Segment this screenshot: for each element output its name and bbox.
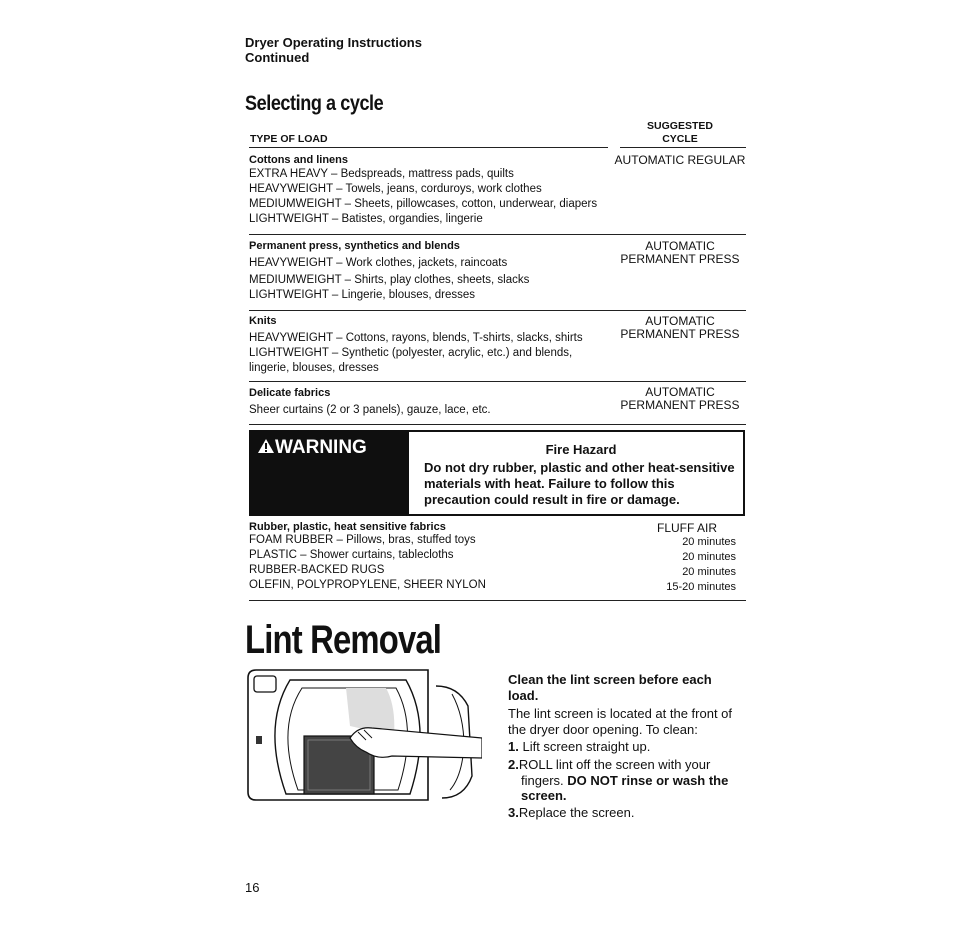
- column-header-cycle: CYCLE: [662, 133, 698, 145]
- group-divider: [249, 310, 746, 311]
- load-line: EXTRA HEAVY – Bedspreads, mattress pads, quilts: [249, 168, 514, 180]
- header-subtitle: Continued: [245, 50, 310, 65]
- lint-step-2: [508, 757, 736, 804]
- load-category: Knits: [249, 315, 277, 327]
- step-text: ROLL lint off the screen with your fingers.: [518, 757, 711, 788]
- rubber-item: RUBBER-BACKED RUGS: [249, 564, 385, 576]
- lint-step-3: [508, 805, 738, 821]
- step-text: Replace the screen.: [518, 805, 635, 820]
- step-text: Lift screen straight up.: [522, 739, 651, 754]
- suggested-cycle-delicate: [612, 386, 748, 412]
- group-divider: [249, 381, 746, 382]
- cycle-text: AUTOMATIC: [645, 239, 715, 253]
- load-line: Sheer curtains (2 or 3 panels), gauze, lace, etc.: [249, 404, 491, 416]
- step-warning-text: DO NOT rinse or wash the screen.: [521, 772, 729, 803]
- cycle-text: AUTOMATIC REGULAR: [614, 153, 746, 167]
- cycle-time: 20 minutes: [682, 566, 736, 578]
- cycle-time: 20 minutes: [682, 536, 736, 548]
- group-divider: [249, 424, 746, 425]
- page-number: 16: [245, 880, 260, 895]
- warning-label: [257, 437, 367, 459]
- load-group-permanent-press: [249, 240, 529, 303]
- load-line: HEAVYWEIGHT – Cottons, rayons, blends, T-shirts, slacks, shirts: [249, 332, 583, 344]
- section-title-selecting-cycle: Selecting a cycle: [245, 92, 384, 115]
- rubber-item: FOAM RUBBER – Pillows, bras, stuffed toys: [249, 534, 476, 546]
- load-category: Delicate fabrics: [249, 387, 331, 399]
- step-number: 2.: [508, 757, 519, 772]
- load-category: Permanent press, synthetics and blends: [249, 240, 460, 252]
- load-category: Rubber, plastic, heat sensitive fabrics: [249, 521, 446, 533]
- column-header-suggested-cycle: [620, 120, 740, 146]
- load-category: Cottons and linens: [249, 154, 348, 166]
- load-group-cottons: [249, 154, 597, 227]
- warning-triangle-icon: [257, 438, 275, 454]
- load-line: lingerie, blouses, dresses: [249, 362, 379, 374]
- lint-step-1: [508, 739, 738, 755]
- suggested-cycle-cottons: [612, 154, 748, 167]
- column-rule-right: [620, 147, 746, 148]
- cycle-text: AUTOMATIC: [645, 385, 715, 399]
- load-line: HEAVYWEIGHT – Towels, jeans, corduroys, work clothes: [249, 183, 542, 195]
- load-line: HEAVYWEIGHT – Work clothes, jackets, raincoats: [249, 257, 508, 269]
- step-number: 1.: [508, 739, 519, 754]
- cycle-text: PERMANENT PRESS: [620, 327, 740, 341]
- cycle-time: 20 minutes: [682, 551, 736, 563]
- step-number: 3.: [508, 805, 519, 820]
- cycle-text: PERMANENT PRESS: [620, 252, 740, 266]
- header-title: Dryer Operating Instructions: [245, 35, 422, 50]
- cycle-text: AUTOMATIC: [645, 314, 715, 328]
- load-line: LIGHTWEIGHT – Synthetic (polyester, acrylic, etc.) and blends,: [249, 347, 573, 359]
- column-header-type-of-load: TYPE OF LOAD: [250, 133, 328, 145]
- rubber-cycle-times: [620, 521, 740, 595]
- document-header: [245, 35, 422, 65]
- cycle-text: PERMANENT PRESS: [620, 398, 740, 412]
- lint-intro: The lint screen is located at the front of the dryer door opening. To clean:: [508, 706, 733, 737]
- load-line: MEDIUMWEIGHT – Shirts, play clothes, sheets, slacks: [249, 274, 530, 286]
- load-group-delicate: [249, 387, 491, 418]
- cycle-time: 15-20 minutes: [666, 581, 736, 593]
- rubber-item: OLEFIN, POLYPROPYLENE, SHEER NYLON: [249, 579, 486, 591]
- lint-instruction-heading: Clean the lint screen before each load.: [508, 672, 712, 703]
- column-header-suggested: SUGGESTED: [647, 120, 713, 132]
- lint-screen-illustration: [246, 666, 482, 804]
- suggested-cycle-permanent-press: [612, 240, 748, 266]
- load-line: MEDIUMWEIGHT – Sheets, pillowcases, cotton, underwear, diapers: [249, 198, 598, 210]
- section-divider: [249, 600, 746, 601]
- warning-body: Do not dry rubber, plastic and other heat-sensitive materials with heat. Failure to follow this precaution could result in fire or damage.: [424, 460, 735, 507]
- warning-heading: Fire Hazard: [545, 442, 617, 457]
- fluff-air-label: FLUFF AIR: [656, 521, 717, 535]
- load-line: LIGHTWEIGHT – Batistes, organdies, lingerie: [249, 213, 483, 225]
- group-divider: [249, 234, 746, 235]
- column-rule-left: [249, 147, 608, 148]
- suggested-cycle-knits: [612, 315, 748, 341]
- warning-label-text: WARNING: [275, 437, 367, 458]
- lint-removal-title: Lint Removal: [245, 618, 442, 662]
- rubber-section: [249, 521, 486, 593]
- load-group-knits: [249, 315, 583, 376]
- load-line: LIGHTWEIGHT – Lingerie, blouses, dresses: [249, 289, 476, 301]
- rubber-item: PLASTIC – Shower curtains, tablecloths: [249, 549, 454, 561]
